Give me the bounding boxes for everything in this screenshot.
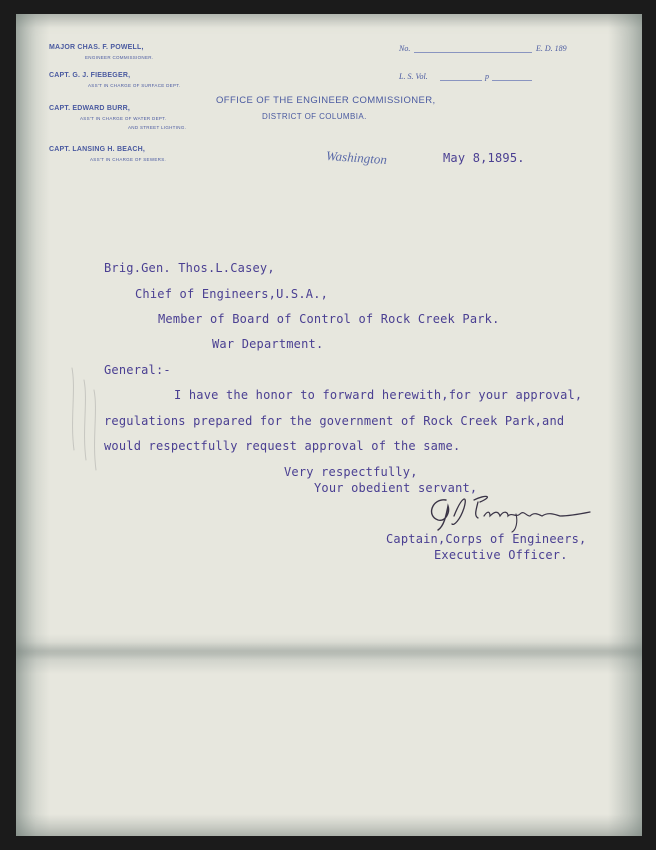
no-line: [414, 52, 532, 53]
district-heading: DISTRICT OF COLUMBIA.: [262, 112, 367, 121]
staff-title-1: ENGINEER COMMISSIONER.: [85, 55, 154, 60]
pencil-margin-note: [62, 360, 106, 480]
office-heading: OFFICE OF THE ENGINEER COMMISSIONER,: [216, 95, 436, 106]
body-line-3: would respectfully request approval of the same.: [104, 439, 461, 453]
salutation: General:-: [104, 363, 171, 377]
staff-name-2: CAPT. G. J. FIEBEGER,: [49, 72, 131, 79]
ls-p-line: [492, 80, 532, 81]
address-line-3: Member of Board of Control of Rock Creek Park.: [158, 312, 500, 326]
letter-date: May 8,1895.: [443, 151, 525, 165]
staff-title-4: ASS'T IN CHARGE OF SEWERS.: [90, 157, 167, 162]
staff-title-2: ASS'T IN CHARGE OF SURFACE DEPT.: [88, 83, 181, 88]
address-line-4: War Department.: [212, 337, 324, 351]
ls-p-label: p: [485, 72, 489, 81]
no-label: No.: [399, 44, 411, 53]
address-line-1: Brig.Gen. Thos.L.Casey,: [104, 261, 275, 275]
address-line-2: Chief of Engineers,U.S.A.,: [135, 287, 329, 301]
signer-title-1: Captain,Corps of Engineers,: [386, 532, 587, 546]
ls-vol-label: L. S. Vol.: [399, 72, 428, 81]
body-line-1: I have the honor to forward herewith,for your approval,: [174, 388, 583, 402]
staff-name-1: MAJOR CHAS. F. POWELL,: [49, 44, 144, 51]
staff-name-4: CAPT. LANSING H. BEACH,: [49, 146, 145, 153]
signer-title-2: Executive Officer.: [434, 548, 568, 562]
handwritten-signature: [424, 486, 594, 534]
no-suffix: E. D. 189: [536, 44, 567, 53]
closing-line-2: Your obedient servant,: [314, 481, 478, 495]
staff-name-3: CAPT. EDWARD BURR,: [49, 105, 130, 112]
closing-line-1: Very respectfully,: [284, 465, 418, 479]
ls-vol-line: [440, 80, 482, 81]
staff-title-3b: AND STREET LIGHTING.: [128, 125, 187, 130]
place-name: Washington: [325, 147, 388, 168]
body-line-2: regulations prepared for the government of Rock Creek Park,and: [104, 414, 565, 428]
staff-title-3: ASS'T IN CHARGE OF WATER DEPT.: [80, 116, 167, 121]
paper-fold: [16, 642, 642, 660]
